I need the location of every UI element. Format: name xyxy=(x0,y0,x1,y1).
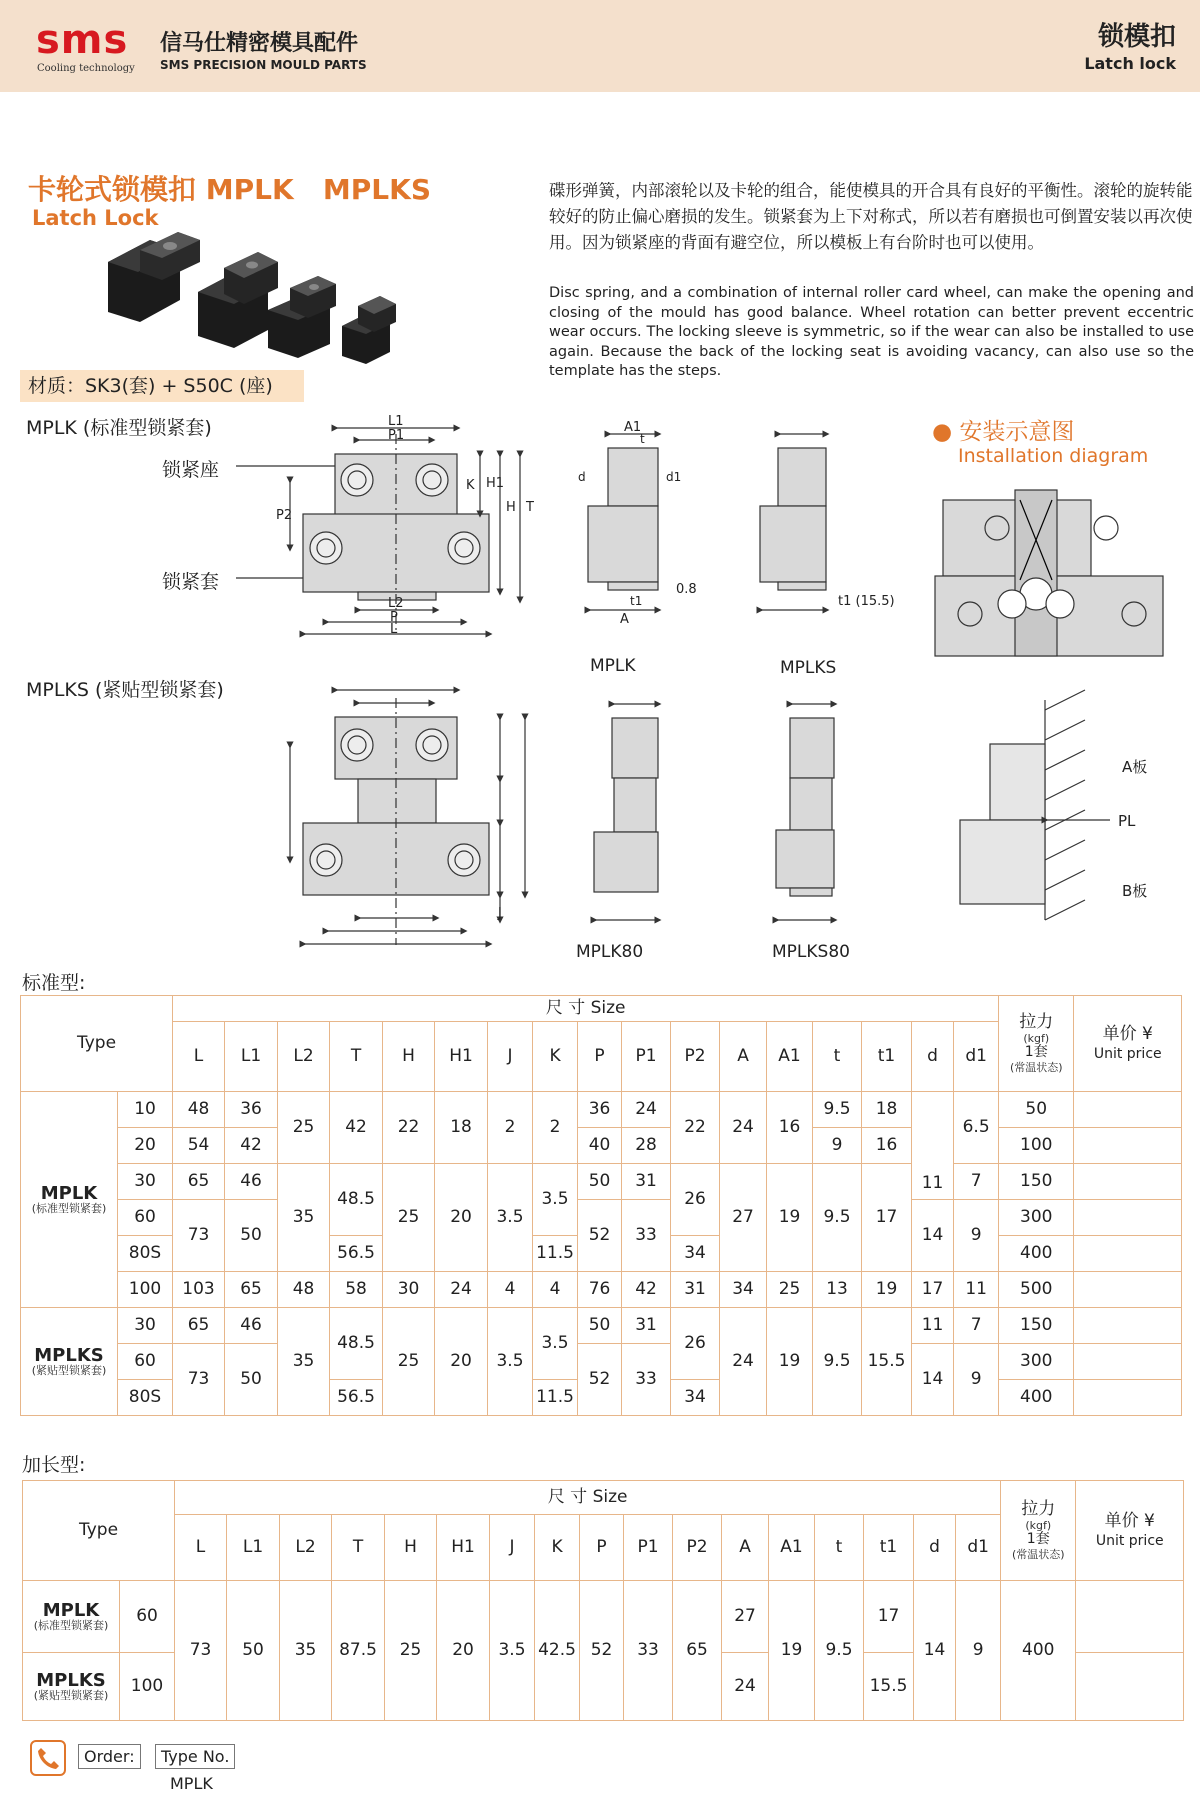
col-d1: d1 xyxy=(954,1022,999,1092)
side-label-mplk: MPLK xyxy=(590,656,636,676)
category-title-en: Latch lock xyxy=(1084,54,1176,73)
type-header: Type xyxy=(21,996,173,1092)
order-label: Order: xyxy=(78,1744,141,1769)
order-value: MPLK xyxy=(170,1774,213,1793)
type-mplk: MPLK (标准型锁紧套) xyxy=(23,1581,120,1653)
dim-08: 0.8 xyxy=(676,582,697,597)
side-label-mplks80: MPLKS80 xyxy=(772,942,850,962)
size-header: 尺 寸 Size xyxy=(175,1481,1001,1515)
dim-J: J xyxy=(498,906,502,921)
col-L1: L1 xyxy=(225,1022,278,1092)
dim-P2: P2 xyxy=(276,508,293,523)
col-T: T xyxy=(330,1022,383,1092)
price-cell xyxy=(1074,1200,1182,1236)
table-row: 60 73 50 52 33 14 9 300 xyxy=(21,1344,1182,1380)
mounting-diagram xyxy=(960,690,1110,920)
col-K: K xyxy=(533,1022,578,1092)
price-cell xyxy=(1076,1653,1184,1721)
price-cell xyxy=(1074,1128,1182,1164)
dim-A1: A1 xyxy=(624,420,642,435)
dim-K: K xyxy=(466,478,475,493)
side-view-mplk xyxy=(588,434,658,610)
col-t1: t1 xyxy=(862,1022,912,1092)
table-row: 80S 56.5 11.5 34 400 xyxy=(21,1380,1182,1416)
dim-H: H xyxy=(506,500,516,515)
install-title: ● 安装示意图 xyxy=(932,419,1075,445)
ext-section-title: 加长型: xyxy=(22,1454,86,1476)
dim-t1: t1 xyxy=(630,594,643,608)
price-header: 单价 ¥ Unit price xyxy=(1076,1481,1184,1581)
dim-L2: L2 xyxy=(388,596,404,611)
type-mplks: MPLKS (紧贴型锁紧套) xyxy=(23,1653,120,1721)
bullet-icon: ● xyxy=(932,419,960,445)
table-row: 60 73 50 52 33 14 9 300 xyxy=(21,1200,1182,1236)
price-cell xyxy=(1074,1308,1182,1344)
seat-label: 锁紧座 xyxy=(162,459,220,481)
product-title: 卡轮式锁模扣 MPLK MPLKS xyxy=(28,173,432,206)
description-cn: 碟形弹簧，内部滚轮以及卡轮的组合，能使模具的开合具有良好的平衡性。滚轮的旋转能较好的防止偏心磨损的发生。锁紧套为上下对称式，所以若有磨损也可倒置安装以再次使用。因为锁紧座的背面有避空位，所以模板上有台阶时也可以使用。 xyxy=(549,181,1193,252)
table-row: 80S 56.5 11.5 34 400 xyxy=(21,1236,1182,1272)
table-row: MPLKS (紧贴型锁紧套) 100 24 15.5 xyxy=(23,1653,1184,1721)
table-row: MPLK (标准型锁紧套) 60 73 50 35 87.5 25 20 3.5 42.5 52 33 65 27 19 9.5 17 14 9 400 xyxy=(23,1581,1184,1653)
force-header: 拉力 (kgf) 1套 (常温状态) xyxy=(1001,1481,1076,1581)
table-row: 20 54 42 40 28 9 16 100 xyxy=(21,1128,1182,1164)
price-cell xyxy=(1074,1236,1182,1272)
table-row: 30 65 46 35 48.5 25 20 3.5 3.5 50 31 26 27 19 9.5 17 7 150 xyxy=(21,1164,1182,1200)
type-mplks: MPLKS (紧贴型锁紧套) xyxy=(21,1308,118,1416)
col-P2: P2 xyxy=(671,1022,720,1092)
mplk-caption: MPLK (标准型锁紧套) xyxy=(26,417,212,439)
price-cell xyxy=(1074,1344,1182,1380)
side-label-mplks: MPLKS xyxy=(780,658,837,678)
price-cell xyxy=(1074,1164,1182,1200)
pl-label: PL xyxy=(1118,812,1136,830)
col-P1: P1 xyxy=(622,1022,671,1092)
price-cell xyxy=(1074,1380,1182,1416)
col-L2: L2 xyxy=(278,1022,330,1092)
logo-subtitle: Cooling technology xyxy=(37,63,135,74)
dim-T: T xyxy=(526,500,534,515)
std-section-title: 标准型: xyxy=(22,972,86,994)
logo: sms xyxy=(36,17,129,63)
col-H1: H1 xyxy=(435,1022,488,1092)
mplks-front-view xyxy=(290,690,525,945)
type-mplk: MPLK (标准型锁紧套) xyxy=(21,1092,118,1308)
brand-name-en: SMS PRECISION MOULD PARTS xyxy=(160,58,367,72)
col-d: d xyxy=(912,1022,954,1092)
category-title-cn: 锁模扣 xyxy=(1097,22,1176,52)
dim-t: t xyxy=(640,432,645,446)
price-cell xyxy=(1074,1092,1182,1128)
std-spec-table xyxy=(20,995,1182,1416)
mplks-caption: MPLKS (紧贴型锁紧套) xyxy=(26,679,224,701)
size-header: 尺 寸 Size xyxy=(173,996,999,1022)
table-row: 100 103 65 48 58 30 24 4 4 76 42 31 34 25 13 19 17 11 500 xyxy=(21,1272,1182,1308)
description-en: Disc spring, and a combination of internal roller card wheel, can make the opening and closing of the mould has good balance. Wheel rotation can better prevent eccentric wear occurs. The locking sleeve is symmetric, so if the wear can also be installed to use again. Because the back of the locking seat is avoiding vacancy, can also use so the template has the steps. xyxy=(549,285,1194,379)
col-H: H xyxy=(383,1022,435,1092)
dim-P: P xyxy=(390,610,398,625)
force-header: 拉力 (kgf) 1套 (常温状态) xyxy=(999,996,1074,1092)
product-subtitle: Latch Lock xyxy=(32,206,159,230)
col-t: t xyxy=(813,1022,862,1092)
dim-P1: P1 xyxy=(388,428,405,443)
type-no-label: Type No. xyxy=(155,1744,235,1769)
side-view-mplks xyxy=(760,434,826,610)
dim-d: d xyxy=(578,470,586,484)
type-header: Type xyxy=(23,1481,175,1581)
side-view-mplks80 xyxy=(776,704,834,920)
side-view-mplk80 xyxy=(594,704,658,920)
ext-spec-table: Type 尺 寸 Size 拉力 (kgf) 1套 (常温状态) 单价 ¥ Unit price L L1 L2 T H H1 J K P P1 P2 A A1 t t1 d d1 MPLK (标准型锁紧套) 60 73 50 35 87.5 25 20 3.5 42.5 52 33 65 27 19 9.5 17 14 9 400 MPLKS (紧贴型锁紧套) 100 24 15.5 xyxy=(22,1480,1184,1721)
col-A: A xyxy=(720,1022,767,1092)
table-row: MPLK (标准型锁紧套) 10 48 36 25 42 22 18 2 2 36 24 22 24 16 9.5 18 11 6.5 50 xyxy=(21,1092,1182,1128)
dim-t1-155: t1 (15.5) xyxy=(838,594,895,609)
installation-diagram xyxy=(935,490,1163,656)
col-L: L xyxy=(173,1022,225,1092)
dim-d1: d1 xyxy=(666,470,682,484)
phone-icon xyxy=(30,1740,66,1776)
price-cell xyxy=(1074,1272,1182,1308)
table-row: MPLKS (紧贴型锁紧套) 30 65 46 35 48.5 25 20 3.5 3.5 50 31 26 24 19 9.5 15.5 11 7 150 xyxy=(21,1308,1182,1344)
price-cell xyxy=(1076,1581,1184,1653)
side-label-mplk80: MPLK80 xyxy=(576,942,644,962)
brand-name-cn: 信马仕精密模具配件 xyxy=(160,31,359,56)
plate-a-label: A板 xyxy=(1122,758,1148,776)
dim-L1: L1 xyxy=(388,414,404,429)
material-label: 材质：SK3(套) + S50C (座) xyxy=(20,370,304,402)
mplk-front-view xyxy=(236,428,520,634)
price-header: 单价 ¥ Unit price xyxy=(1074,996,1182,1092)
sleeve-label: 锁紧套 xyxy=(162,571,220,593)
install-subtitle: Installation diagram xyxy=(958,445,1149,467)
plate-b-label: B板 xyxy=(1122,882,1148,900)
dim-L: L xyxy=(390,622,398,637)
col-P: P xyxy=(578,1022,622,1092)
dim-A: A xyxy=(620,612,629,627)
dim-H1: H1 xyxy=(486,476,505,491)
col-J: J xyxy=(488,1022,533,1092)
col-A1: A1 xyxy=(767,1022,813,1092)
